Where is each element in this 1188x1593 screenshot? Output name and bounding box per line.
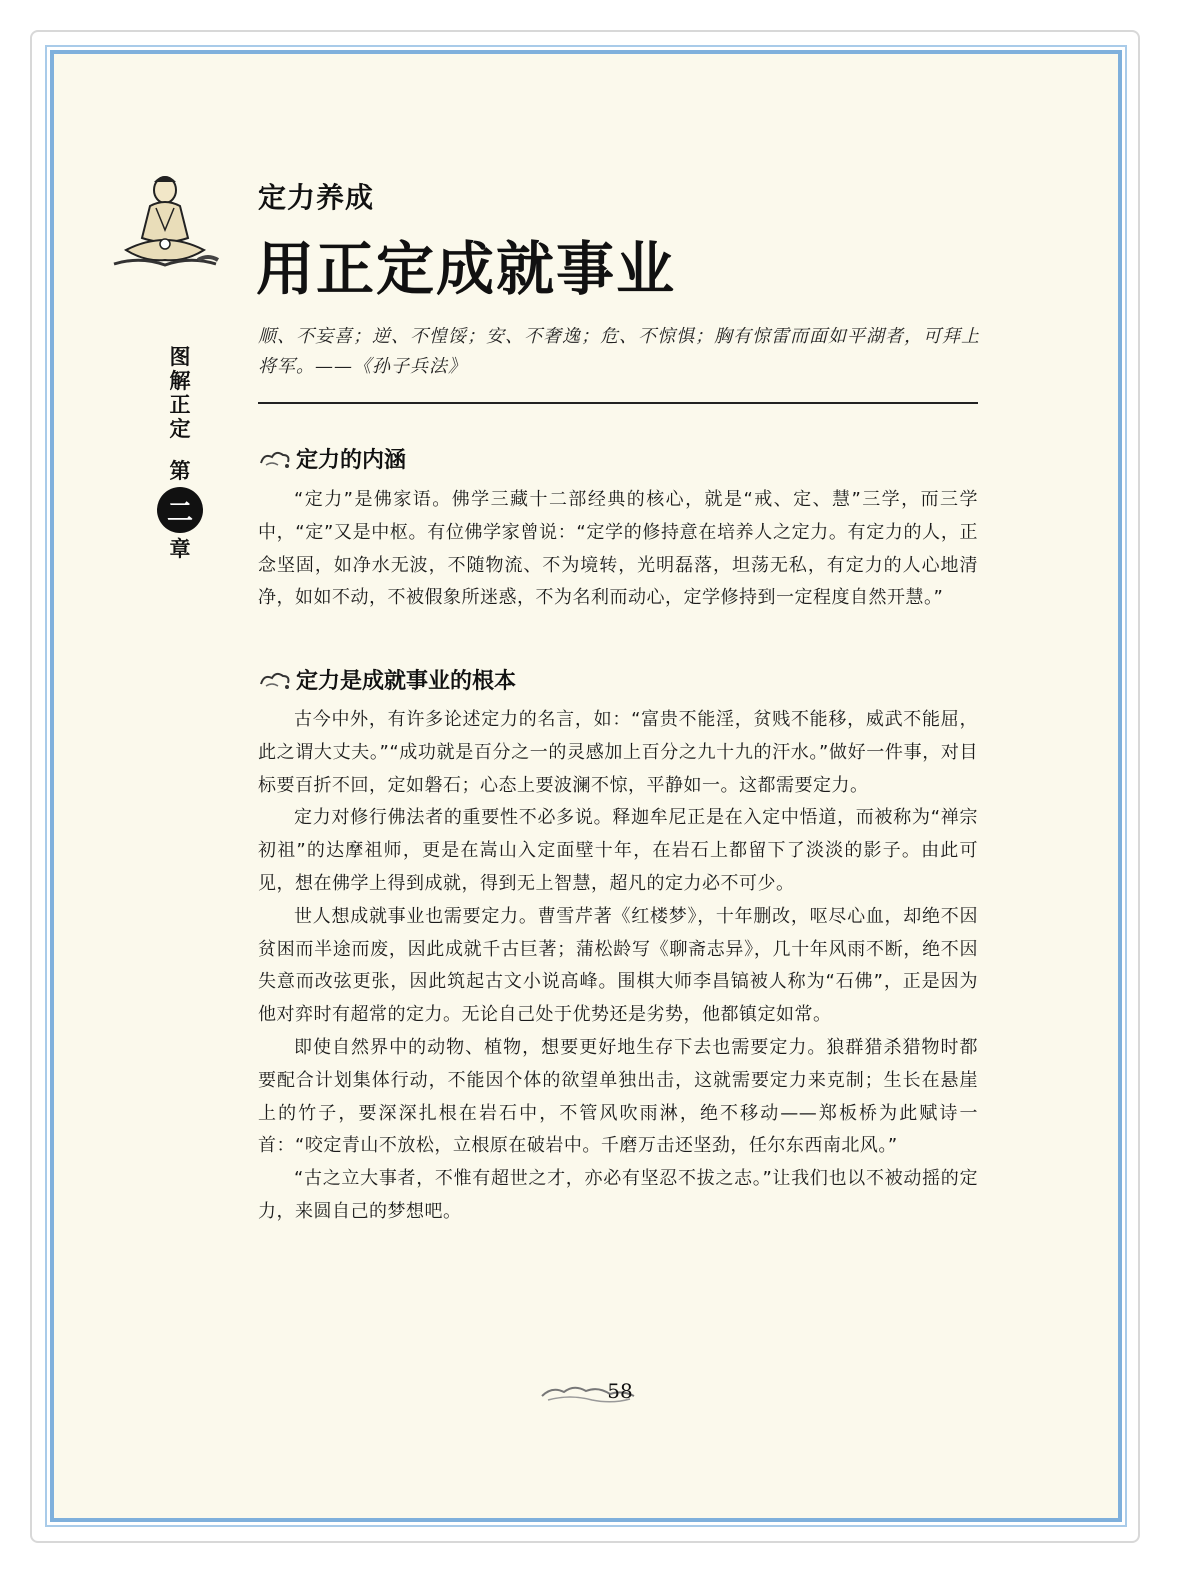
page-number: 58	[607, 1379, 633, 1403]
paragraph: 世人想成就事业也需要定力。曹雪芹著《红楼梦》，十年删改，呕尽心血，却绝不因贫困而半途而废，因此成就千古巨著；蒲松龄写《聊斋志异》，几十年风雨不断，绝不因失意而改弦更张，因此筑起古文小说高峰。围棋大师李昌镐被人称为“石佛”，正是因为他对弈时有超常的定力。无论自己处于优势还是劣势，他都镇定如常。	[258, 905, 978, 1026]
section-body	[258, 484, 978, 615]
side-tab-char: 图	[169, 345, 191, 369]
epigraph-quote: 顺、不妄喜；逆、不惶馁；安、不奢逸；危、不惊惧；胸有惊雷而面如平湖者，可拜上将军。——《孙子兵法》	[258, 326, 980, 377]
section-heading-text: 定力的内涵	[296, 447, 407, 473]
cloud-ornament-icon	[258, 447, 292, 471]
section-heading	[258, 443, 406, 474]
side-tab-char: 解	[169, 369, 191, 393]
paragraph: 古今中外，有许多论述定力的名言，如：“富贵不能淫，贫贱不能移，威武不能屈，此之谓大丈夫。”“成功就是百分之一的灵感加上百分之九十九的汗水。”做好一件事，对目标要百折不回，定如磐石；心态上要波澜不惊，平静如一。这都需要定力。	[258, 709, 978, 796]
paragraph: “定力”是佛家语。佛学三藏十二部经典的核心，就是“戒、定、慧”三学，而三学中，“定”又是中枢。有位佛学家曾说：“定学的修持意在培养人之定力。有定力的人，正念坚固，如净水无波，不随物流、不为境转，光明磊落，坦荡无私，有定力的人心地清净，如如不动，不被假象所迷惑，不为名利而动心，定学修持到一定程度自然开慧。”	[258, 489, 978, 609]
chapter-prefix: 第	[169, 459, 191, 483]
section-heading	[258, 664, 516, 695]
cloud-ornament-icon	[258, 668, 292, 692]
paragraph: 定力对修行佛法者的重要性不必多说。释迦牟尼正是在入定中悟道，而被称为“禅宗初祖”的达摩祖师，更是在嵩山入定面壁十年，在岩石上都留下了淡淡的影子。由此可见，想在佛学上得到成就，得到无上智慧，超凡的定力必不可少。	[258, 807, 978, 894]
paragraph: 即使自然界中的动物、植物，想要更好地生存下去也需要定力。狼群猎杀猎物时都要配合计划集体行动，不能因个体的欲望单独出击，这就需要定力来克制；生长在悬崖上的竹子，要深深扎根在岩石中，不管风吹雨淋，绝不移动——郑板桥为此赋诗一首：“咬定青山不放松，立根原在破岩中。千磨万击还坚劲，任尔东西南北风。”	[258, 1036, 978, 1157]
section-kicker: 定力养成	[258, 181, 375, 214]
paragraph: “古之立大事者，不惟有超世之才，亦必有坚忍不拔之志。”让我们也以不被动摇的定力，来圆自己的梦想吧。	[258, 1168, 978, 1222]
chapter-side-tab	[152, 345, 208, 561]
section-body	[258, 704, 978, 1229]
buddha-figure-icon	[110, 168, 220, 278]
divider	[258, 402, 978, 404]
side-tab-char: 定	[169, 417, 191, 441]
page-title: 用正定成就事业	[256, 235, 677, 303]
chapter-number-badge: 二	[157, 487, 203, 533]
side-tab-char: 正	[169, 393, 191, 417]
chapter-suffix: 章	[169, 537, 191, 561]
page-number-footer	[540, 1374, 660, 1408]
section-heading-text: 定力是成就事业的根本	[296, 668, 517, 694]
